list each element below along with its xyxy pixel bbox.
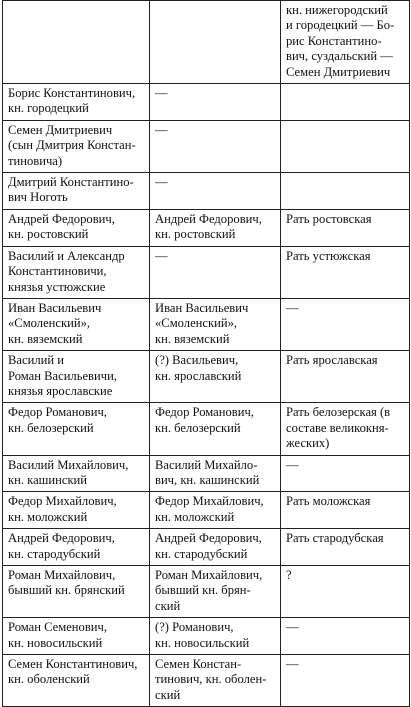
- table-row: [3, 455, 410, 492]
- prince-name-cell: Семен Дмитриевич (сын Дмитрия Констан- тиновича): [3, 120, 150, 172]
- army-cell: [281, 84, 410, 121]
- prince-name-cell: Иван Васильевич «Смоленский», кн. вяземский: [3, 298, 150, 350]
- prince-name-alt-cell: Иван Васильевич «Смоленский», кн. вяземский: [150, 298, 281, 350]
- prince-name-alt-cell: [150, 1, 281, 84]
- prince-name-cell: Борис Константинович, кн. городецкий: [3, 84, 150, 121]
- table-row: [3, 618, 410, 655]
- army-cell: Рать белозерская (в составе великокня- жеских): [281, 403, 410, 455]
- prince-name-cell: Андрей Федорович, кн. стародубский: [3, 529, 150, 566]
- table-row: [3, 529, 410, 566]
- table-row: [3, 298, 410, 350]
- prince-name-cell: Василий Михайлович, кн. кашинский: [3, 455, 150, 492]
- prince-name-cell: Дмитрий Константино- вич Ноготь: [3, 173, 150, 210]
- table-row: [3, 1, 410, 84]
- prince-name-cell: Федор Романович, кн. белозерский: [3, 403, 150, 455]
- table-row: [3, 566, 410, 618]
- prince-name-alt-cell: Василий Михайло- вич, кн. кашинский: [150, 455, 281, 492]
- army-cell: Рать ярославская: [281, 351, 410, 403]
- army-cell: —: [281, 655, 410, 707]
- table-row: [3, 84, 410, 121]
- prince-name-cell: [3, 1, 150, 84]
- table-row: [3, 246, 410, 298]
- prince-name-cell: Роман Михайлович, бывший кн. брянский: [3, 566, 150, 618]
- table-row: [3, 492, 410, 529]
- army-cell: Рать моложская: [281, 492, 410, 529]
- prince-name-alt-cell: Андрей Федорович, кн. ростовский: [150, 209, 281, 246]
- prince-name-cell: Василий и Роман Васильевичи, князья ярославские: [3, 351, 150, 403]
- table-row: [3, 120, 410, 172]
- prince-name-cell: Семен Константинович, кн. оболенский: [3, 655, 150, 707]
- prince-name-alt-cell: Роман Михайлович, бывший кн. брян- ский: [150, 566, 281, 618]
- prince-name-alt-cell: —: [150, 120, 281, 172]
- prince-name-cell: Андрей Федорович, кн. ростовский: [3, 209, 150, 246]
- army-cell: кн. нижегородский и городецкий — Бо- рис Константино- вич, суздальский — Семен Дмитриевич: [281, 1, 410, 84]
- table-row: [3, 209, 410, 246]
- prince-name-alt-cell: —: [150, 173, 281, 210]
- prince-name-cell: Федор Михайлович, кн. моложский: [3, 492, 150, 529]
- army-cell: Рать стародубская: [281, 529, 410, 566]
- army-cell: [281, 173, 410, 210]
- army-cell: Рать ростовская: [281, 209, 410, 246]
- army-cell: Рать устюжская: [281, 246, 410, 298]
- army-cell: —: [281, 455, 410, 492]
- prince-name-alt-cell: Семен Констан- тинович, кн. оболен- ский: [150, 655, 281, 707]
- table-body: [3, 1, 410, 707]
- prince-name-alt-cell: —: [150, 84, 281, 121]
- army-cell: —: [281, 618, 410, 655]
- prince-name-cell: Василий и Александр Константиновичи, князья устюжские: [3, 246, 150, 298]
- army-cell: ?: [281, 566, 410, 618]
- prince-name-alt-cell: Федор Михайлович, кн. моложский: [150, 492, 281, 529]
- table-row: [3, 351, 410, 403]
- princes-table: [2, 0, 410, 707]
- table-row: [3, 403, 410, 455]
- army-cell: [281, 120, 410, 172]
- army-cell: —: [281, 298, 410, 350]
- prince-name-alt-cell: Андрей Федорович, кн. стародубский: [150, 529, 281, 566]
- table-row: [3, 655, 410, 707]
- prince-name-cell: Роман Семенович, кн. новосильский: [3, 618, 150, 655]
- prince-name-alt-cell: —: [150, 246, 281, 298]
- table-row: [3, 173, 410, 210]
- prince-name-alt-cell: Федор Романович, кн. белозерский: [150, 403, 281, 455]
- prince-name-alt-cell: (?) Романович, кн. новосильский: [150, 618, 281, 655]
- prince-name-alt-cell: (?) Васильевич, кн. ярославский: [150, 351, 281, 403]
